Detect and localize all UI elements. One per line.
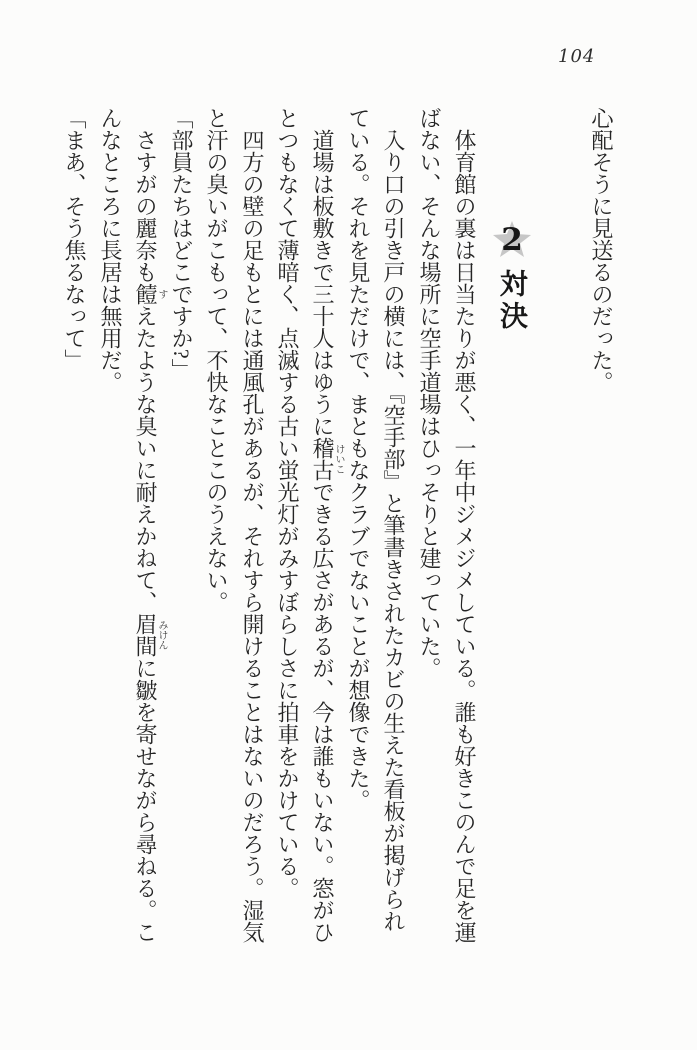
text-column: 入り口の引き戸の横には、『空手部』と筆書きされたカビの生えた看板が掲げられ — [381, 129, 406, 932]
text-column: 「まあ、そう焦るなって」 — [62, 107, 87, 371]
text-column: さすがの麗奈も饐すえたような臭いに耐えかねて、眉間みけんに皺を寄せながら尋ねる。こ — [133, 129, 167, 943]
chapter-number-badge — [492, 220, 532, 260]
chapter-number: 2 — [501, 222, 523, 258]
ruby-annotated-word: 饐す — [133, 283, 167, 305]
text-column: とつもなくて薄暗く、点滅する古い蛍光灯がみすぼらしさに拍車をかけている。 — [275, 107, 300, 899]
text-column: 「部員たちはどこですか?」 — [169, 107, 194, 381]
ruby-annotated-word: 眉間みけん — [133, 613, 167, 657]
text-column: 体育館の裏は日当たりが悪く、一年中ジメジメしている。誰も好きこのんで足を運 — [452, 129, 477, 943]
chapter-heading — [492, 220, 532, 336]
ruby-annotated-word: 稽古けいこ — [310, 437, 344, 481]
text-column: んなところに長居は無用だ。 — [98, 107, 123, 393]
text-column: 道場は板敷きで三十人はゆうに稽古けいこできる広さがあるが、今は誰もいない。窓がひ — [310, 129, 344, 943]
text-column: ばない、そんな場所に空手道場はひっそりと建っていた。 — [417, 107, 442, 679]
chapter-title: 対決 — [497, 269, 528, 333]
text-column: 心配そうに見送るのだった。 — [589, 107, 614, 393]
text-column: と汗の臭いがこもって、不快なことこのうえない。 — [204, 107, 229, 613]
text-column: 四方の壁の足もとには通風孔があるが、それすら開けることはないのだろう。湿気 — [240, 129, 265, 943]
text-column: ている。それを見ただけで、まともなクラブでないことが想像できた。 — [346, 107, 371, 811]
page-number: 104 — [558, 46, 596, 67]
